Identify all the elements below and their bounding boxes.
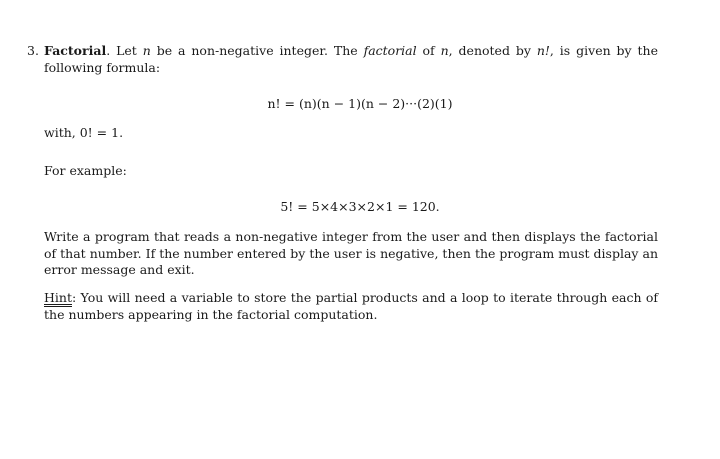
problem-number: 3.: [27, 43, 39, 58]
instructions-paragraph: Write a program that reads a non-negative integer from the user and then displays the factorial of that number. If the number entered by the user is negative, then the program must display an error message and exit.: [44, 229, 658, 277]
base-case: with, 0! = 1.: [44, 125, 124, 140]
example-formula: 5! = 5×4×3×2×1 = 120.: [280, 199, 440, 214]
problem-title: Factorial: [44, 43, 107, 58]
factorial-term: factorial: [363, 43, 417, 58]
example-label: For example:: [44, 163, 127, 178]
factorial-formula: n! = (n)(n − 1)(n − 2)···(2)(1): [267, 96, 453, 111]
hint-label: Hint: [44, 290, 72, 305]
problem-statement: Factorial. Let n be a non-negative integer. The factorial of n, denoted by n!, is given by the following formula:: [44, 43, 658, 75]
hint-paragraph: [44, 290, 658, 323]
hint-text: : You will need a variable to store the partial products and a loop to iterate through each of the numbers appearing in the factorial computation.: [44, 290, 658, 322]
